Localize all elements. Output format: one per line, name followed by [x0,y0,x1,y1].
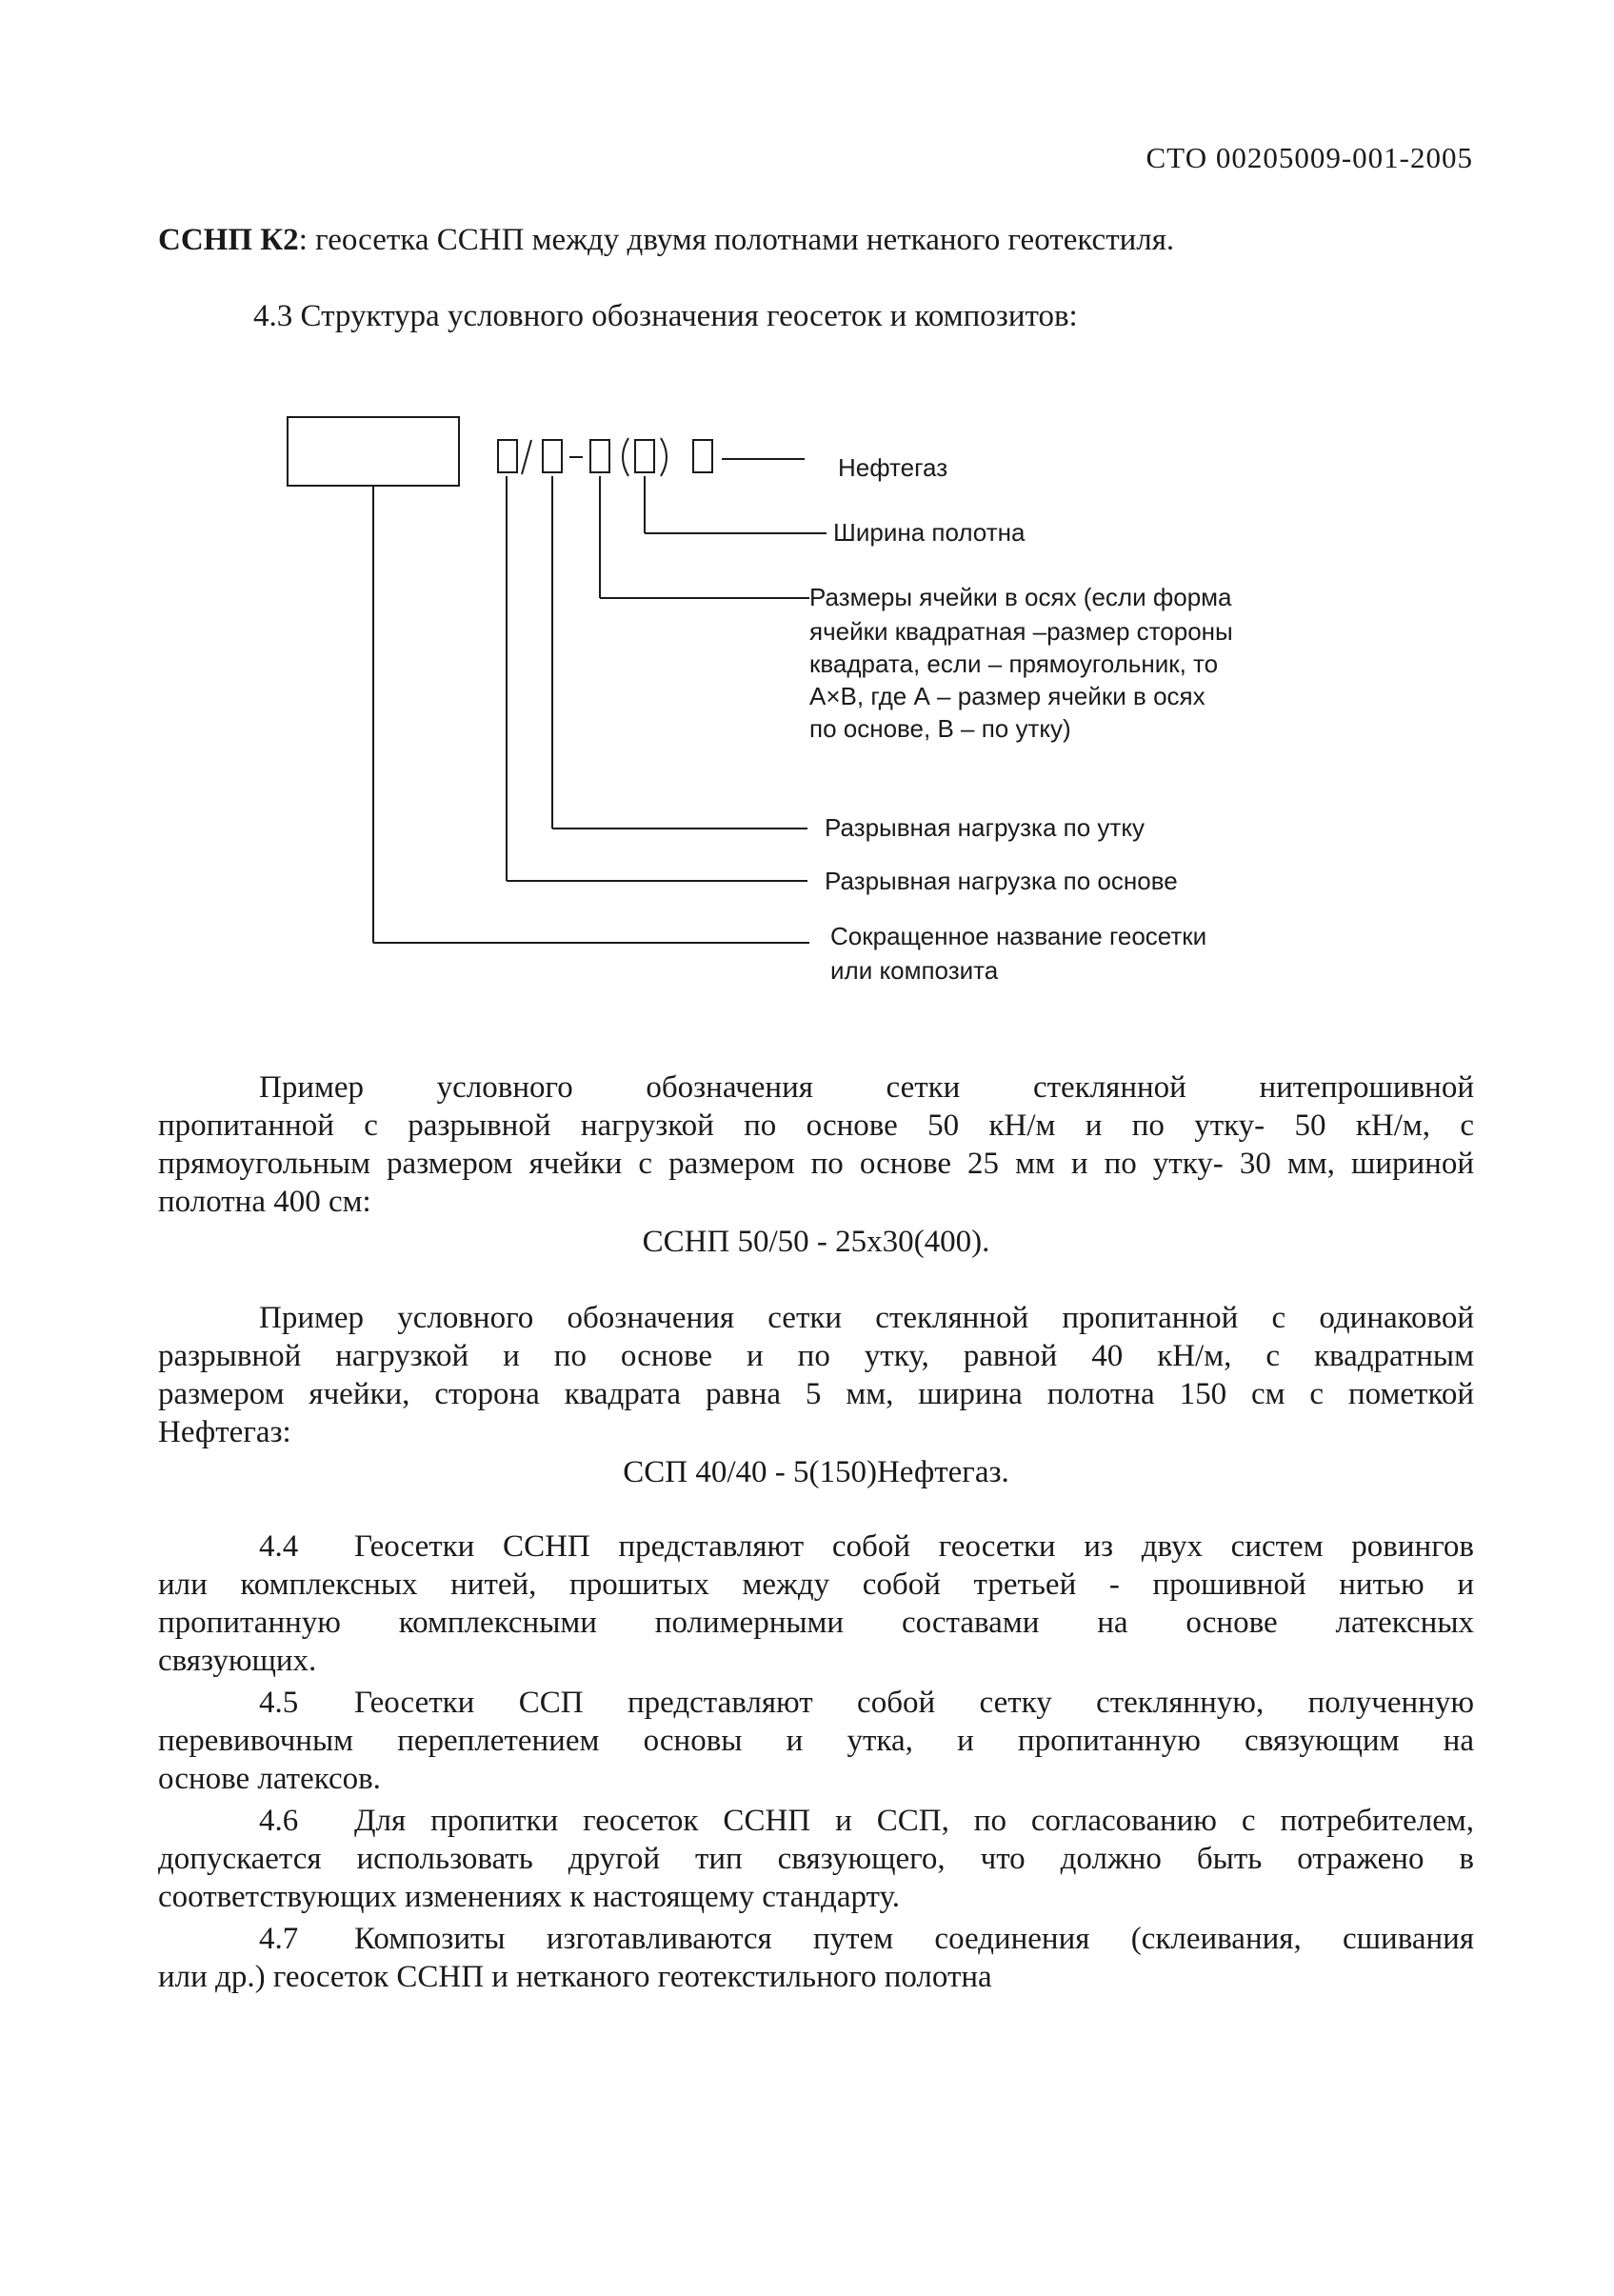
name-box [288,417,459,486]
code-box-5 [693,440,712,472]
section-4-6-number: 4.6 [259,1804,299,1838]
section-4-6-text1: Для пропитки геосеток ССНП и ССП, по согласованию с потребителем, [354,1804,1474,1838]
label-cell-line4: А×В, где А – размер ячейки в осях [809,682,1206,710]
designation-structure-diagram [0,0,1614,1009]
label-load-warp: Разрывная нагрузка по основе [825,867,1178,895]
section-4-7-text1: Композиты изготавливаются путем соединения (склеивания, сшивания [354,1922,1474,1956]
section-4-7-number: 4.7 [259,1922,299,1956]
section-4-5-line1 [158,1684,1474,1722]
section-4-4-number: 4.4 [259,1529,299,1564]
example2-line1: Пример условного обозначения сетки стеклянной пропитанной с одинаковой [259,1301,1474,1335]
example1-line2: пропитанной с разрывной нагрузкой по основе 50 кН/м и по утку- 50 кН/м, с [158,1108,1474,1143]
example2-code: ССП 40/40 - 5(150)Нефтегаз. [623,1455,1009,1489]
label-name-line1: Сокращенное название геосетки [830,922,1207,950]
section-4-6-line1 [158,1802,1474,1840]
label-width: Ширина полотна [833,518,1026,547]
example2-line4: Нефтегаз: [158,1415,291,1449]
k2-term: ССНП К2 [158,223,299,257]
code-box-2 [543,440,562,472]
section-4-5-text1: Геосетки ССП представляют собой сетку стеклянную, полученную [354,1686,1474,1720]
section-4-7-line1 [158,1920,1474,1958]
document-code-header: СТО 00205009-001-2005 [1146,141,1473,174]
section-4-5-line3: основе латексов. [158,1762,381,1796]
section-4-5-line2: перевивочным переплетением основы и утка, и пропитанную связующим на [158,1724,1474,1758]
label-neftegaz: Нефтегаз [838,453,948,482]
section-4-4-line3: пропитанную комплексными полимерными составами на основе латексных [158,1606,1474,1640]
label-cell-line1: Размеры ячейки в осях (если форма [809,583,1232,611]
example1-line3: прямоугольным размером ячейки с размером по основе 25 мм и по утку- 30 мм, шириной [158,1147,1474,1181]
section-4-4-line1 [158,1527,1474,1566]
example1-line1: Пример условного обозначения сетки стеклянной нитепрошивной [259,1070,1474,1105]
label-name-line2: или композита [830,956,999,985]
example2-line2: разрывной нагрузкой и по основе и по утку, равной 40 кН/м, с квадратным [158,1339,1474,1373]
section-4-4-text1: Геосетки ССНП представляют собой геосетки из двух систем ровингов [354,1529,1474,1564]
section-4-3-heading: 4.3 Структура условного обозначения геосеток и композитов: [253,299,1078,333]
section-4-6-line2: допускается использовать другой тип связующего, что должно быть отражено в [158,1842,1474,1876]
code-box-1 [498,440,517,472]
code-box-3 [590,440,609,472]
code-box-4 [635,440,654,472]
label-cell-line5: по основе, В – по утку) [809,714,1071,743]
section-4-7-line2: или др.) геосеток ССНП и нетканого геотекстильного полотна [158,1960,992,1994]
example1-code: ССНП 50/50 - 25х30(400). [642,1225,990,1259]
section-4-5-number: 4.5 [259,1686,299,1720]
label-load-weft: Разрывная нагрузка по утку [825,813,1146,842]
example2-line3: размером ячейки, сторона квадрата равна 5 мм, ширина полотна 150 см с пометкой [158,1377,1474,1411]
section-4-4-line4: связующих. [158,1644,317,1678]
k2-text: : геосетка ССНП между двумя полотнами нетканого геотекстиля. [298,223,1175,257]
label-cell-line2: ячейки квадратная –размер стороны [809,617,1233,646]
label-cell-line3: квадрата, если – прямоугольник, то [809,649,1219,678]
section-4-6-line3: соответствующих изменениях к настоящему стандарту. [158,1880,900,1914]
section-4-4-line2: или комплексных нитей, прошитых между собой третьей - прошивной нитью и [158,1567,1474,1602]
example1-line4: полотна 400 см: [158,1185,371,1219]
